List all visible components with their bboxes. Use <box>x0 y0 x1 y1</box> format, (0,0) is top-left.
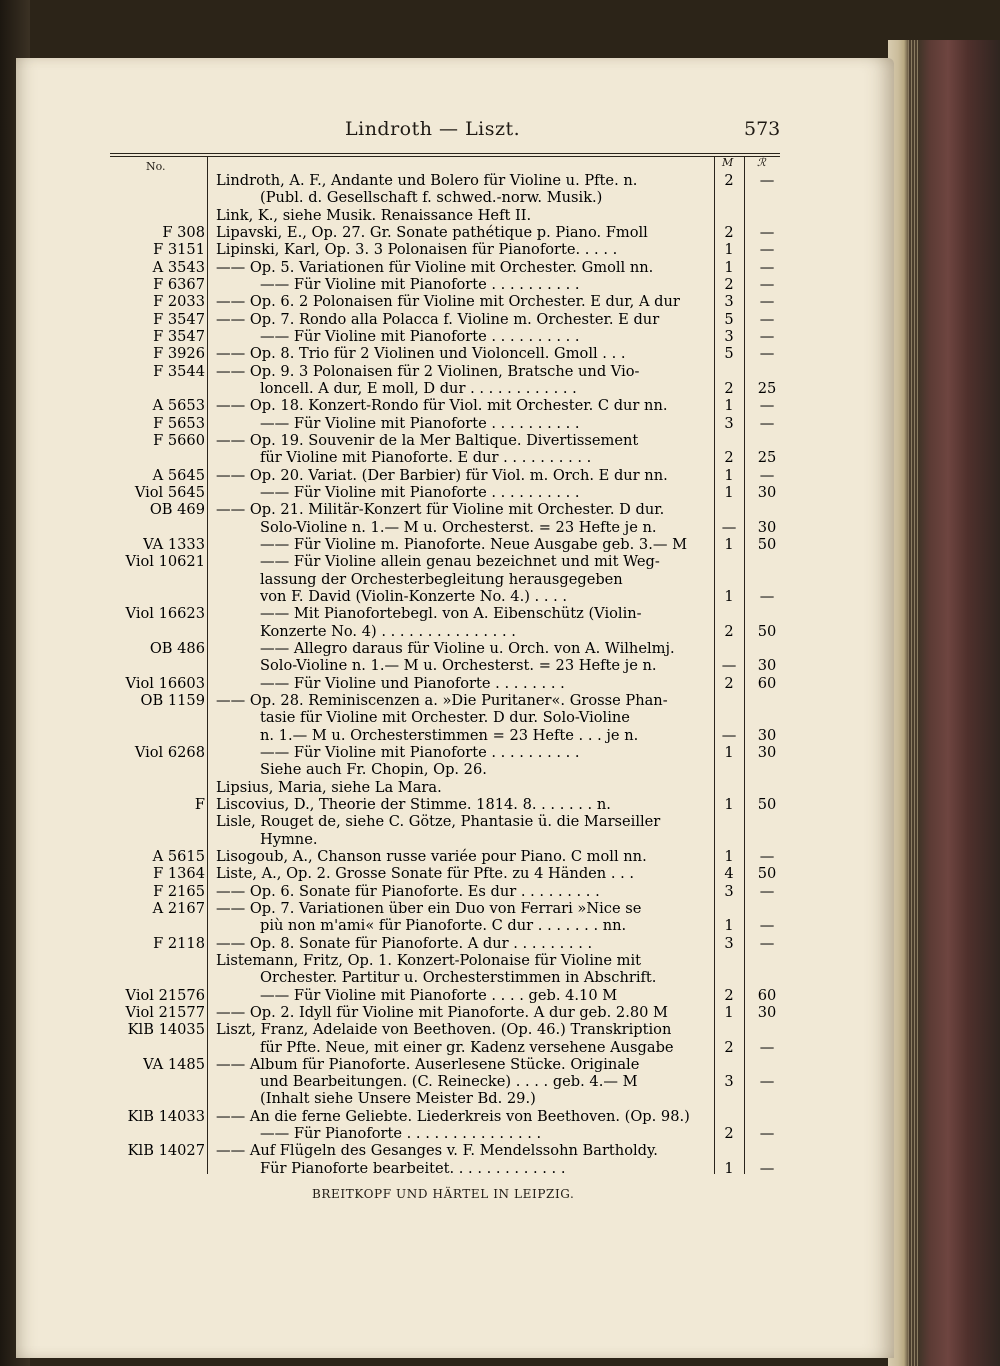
price-pfennig: — <box>759 1125 775 1143</box>
price-mark: 2 <box>724 986 734 1004</box>
catalog-number: Viol 10621 <box>125 553 205 571</box>
catalog-row <box>0 640 880 657</box>
price-mark: 4 <box>724 865 734 883</box>
catalog-number: F <box>194 795 205 813</box>
catalog-row <box>0 1021 880 1038</box>
entry-text: —— Op. 18. Konzert-Rondo für Viol. mit Orchester. C dur nn. <box>216 397 668 415</box>
publisher-footer: BREITKOPF UND HÄRTEL IN LEIPZIG. <box>312 1187 575 1201</box>
catalog-number: F 6367 <box>153 275 205 293</box>
price-pfennig: — <box>759 345 775 363</box>
catalog-number: VA 1485 <box>143 1055 205 1073</box>
catalog-row <box>0 831 880 848</box>
price-mark: 2 <box>724 223 734 241</box>
entry-text: —— Auf Flügeln des Gesanges v. F. Mendelssohn Bartholdy. <box>216 1142 658 1160</box>
price-mark: 2 <box>724 1038 734 1056</box>
entry-text: tasie für Violine mit Orchester. D dur. Solo-Violine <box>260 709 630 727</box>
catalog-row <box>0 241 880 258</box>
price-pfennig: — <box>759 258 775 276</box>
catalog-row <box>0 397 880 414</box>
catalog-row <box>0 813 880 830</box>
entry-text: Siehe auch Fr. Chopin, Op. 26. <box>260 761 487 779</box>
catalog-number: Viol 21576 <box>125 986 205 1004</box>
entry-text: —— Op. 28. Reminiscenzen a. »Die Puritaner«. Grosse Phan- <box>216 691 668 709</box>
entry-text: Lisogoub, A., Chanson russe variée pour Piano. C moll nn. <box>216 847 647 865</box>
catalog-row <box>0 675 880 692</box>
price-mark: 3 <box>724 293 734 311</box>
entry-text: —— Für Violine und Pianoforte . . . . . . . . <box>260 674 565 692</box>
catalog-row <box>0 467 880 484</box>
price-mark: 3 <box>724 327 734 345</box>
catalog-number: KlB 14035 <box>127 1021 205 1039</box>
entry-text: —— Op. 19. Souvenir de la Mer Baltique. Divertissement <box>216 431 639 449</box>
catalog-row <box>0 519 880 536</box>
price-mark: 5 <box>724 310 734 328</box>
entry-text: Liszt, Franz, Adelaide von Beethoven. (Op. 46.) Transkription <box>216 1021 672 1039</box>
price-pfennig: — <box>759 241 775 259</box>
catalog-row <box>0 1004 880 1021</box>
entry-text: più non m'ami« für Pianoforte. C dur . . . . . . . nn. <box>260 917 627 935</box>
catalog-number: Viol 21577 <box>125 1003 205 1021</box>
catalog-row <box>0 276 880 293</box>
catalog-row <box>0 744 880 761</box>
price-pfennig: 25 <box>757 449 777 467</box>
catalog-row <box>0 935 880 952</box>
catalog-number: F 3926 <box>153 345 205 363</box>
price-mark: 3 <box>724 414 734 432</box>
catalog-row <box>0 1142 880 1159</box>
catalog-row <box>0 692 880 709</box>
price-pfennig: 30 <box>757 483 777 501</box>
entry-text: —— Für Violine allein genau bezeichnet und mit Weg- <box>260 553 660 571</box>
catalog-row <box>0 796 880 813</box>
price-pfennig: — <box>759 275 775 293</box>
catalog-row <box>0 761 880 778</box>
catalog-number: F 2118 <box>153 934 205 952</box>
catalog-row <box>0 328 880 345</box>
entry-text: n. 1.— M u. Orchesterstimmen = 23 Hefte . . . je n. <box>260 726 639 744</box>
entry-text: lassung der Orchesterbegleitung herausgegeben <box>260 570 623 588</box>
entry-text: Liste, A., Op. 2. Grosse Sonate für Pfte. zu 4 Händen . . . <box>216 865 635 883</box>
price-mark: 1 <box>724 483 734 501</box>
catalog-row <box>0 1056 880 1073</box>
catalog-number: Viol 16603 <box>125 674 205 692</box>
catalog-row <box>0 415 880 432</box>
price-pfennig: 60 <box>757 986 777 1004</box>
catalog-number: Viol 5645 <box>134 483 205 501</box>
entry-text: loncell. A dur, E moll, D dur . . . . . . . . . . . . <box>260 379 577 397</box>
catalog-row <box>0 571 880 588</box>
entry-text: —— Op. 20. Variat. (Der Barbier) für Viol. m. Orch. E dur nn. <box>216 466 668 484</box>
catalog-row <box>0 779 880 796</box>
price-mark: 1 <box>724 917 734 935</box>
catalog-row <box>0 432 880 449</box>
entry-text: —— Für Violine mit Pianoforte . . . . . . . . . . <box>260 483 580 501</box>
entry-text: Lipavski, E., Op. 27. Gr. Sonate pathétique p. Piano. Fmoll <box>216 223 648 241</box>
entry-text: —— Op. 6. Sonate für Pianoforte. Es dur . . . . . . . . . <box>216 882 600 900</box>
column-header-number: No. <box>146 160 166 173</box>
entry-text: —— An die ferne Geliebte. Liederkreis von Beethoven. (Op. 98.) <box>216 1107 690 1125</box>
catalog-row <box>0 1125 880 1142</box>
running-head: Lindroth — Liszt. <box>345 118 521 140</box>
entry-text: Liscovius, D., Theorie der Stimme. 1814. 8. . . . . . . n. <box>216 795 611 813</box>
catalog-number: F 1364 <box>153 865 205 883</box>
price-mark: 1 <box>724 535 734 553</box>
catalog-number: A 5615 <box>152 847 205 865</box>
price-pfennig: 60 <box>757 674 777 692</box>
catalog-row <box>0 1160 880 1177</box>
catalog-number: F 308 <box>162 223 205 241</box>
catalog-row <box>0 1073 880 1090</box>
price-pfennig: 50 <box>757 865 777 883</box>
catalog-number: KlB 14033 <box>127 1107 205 1125</box>
catalog-row <box>0 657 880 674</box>
entry-text: Solo-Violine n. 1.— M u. Orchesterst. = 23 Hefte je n. <box>260 657 657 675</box>
price-pfennig: 50 <box>757 795 777 813</box>
entry-text: von F. David (Violin-Konzerte No. 4.) . . . . <box>260 587 568 605</box>
catalog-row <box>0 345 880 362</box>
entry-text: Solo-Violine n. 1.— M u. Orchesterst. = 23 Hefte je n. <box>260 518 657 536</box>
page-number: 573 <box>744 118 781 140</box>
entry-text: —— Op. 9. 3 Polonaisen für 2 Violinen, Bratsche und Vio- <box>216 362 640 380</box>
price-mark: 3 <box>724 934 734 952</box>
entry-text: Orchester. Partitur u. Orchesterstimmen in Abschrift. <box>260 969 657 987</box>
entry-text: —— Für Violine mit Pianoforte . . . . geb. 4.10 M <box>260 986 618 1004</box>
catalog-row <box>0 207 880 224</box>
entry-text: Lipinski, Karl, Op. 3. 3 Polonaisen für Pianoforte. . . . . <box>216 241 618 259</box>
entry-text: Konzerte No. 4) . . . . . . . . . . . . . . . <box>260 622 516 640</box>
entry-text: Hymne. <box>260 830 318 848</box>
catalog-row <box>0 259 880 276</box>
price-mark: 5 <box>724 345 734 363</box>
price-mark: 3 <box>724 1073 734 1091</box>
price-mark: — <box>721 518 737 536</box>
catalog-number: KlB 14027 <box>127 1142 205 1160</box>
catalog-number: Viol 16623 <box>125 605 205 623</box>
entry-text: Für Pianoforte bearbeitet. . . . . . . . . . . . . <box>260 1159 566 1177</box>
entry-text: —— Op. 21. Militär-Konzert für Violine mit Orchester. D dur. <box>216 501 665 519</box>
catalog-number: VA 1333 <box>143 535 205 553</box>
price-pfennig: — <box>759 414 775 432</box>
price-mark: 1 <box>724 847 734 865</box>
price-pfennig: — <box>759 310 775 328</box>
price-pfennig: 30 <box>757 726 777 744</box>
catalog-row <box>0 536 880 553</box>
catalog-row <box>0 848 880 865</box>
entry-text: Lisle, Rouget de, siehe C. Götze, Phantasie ü. die Marseiller <box>216 813 661 831</box>
price-mark: 1 <box>724 258 734 276</box>
entry-text: —— Op. 8. Sonate für Pianoforte. A dur . . . . . . . . . <box>216 934 593 952</box>
catalog-row <box>0 969 880 986</box>
entry-text: (Publ. d. Gesellschaft f. schwed.-norw. Musik.) <box>260 189 603 207</box>
catalog-number: F 3547 <box>153 327 205 345</box>
price-mark: 1 <box>724 1159 734 1177</box>
price-mark: 2 <box>724 449 734 467</box>
catalog-row <box>0 553 880 570</box>
entry-text: für Pfte. Neue, mit einer gr. Kadenz versehene Ausgabe <box>260 1038 674 1056</box>
catalog-number: F 2165 <box>153 882 205 900</box>
price-mark: 1 <box>724 241 734 259</box>
catalog-row <box>0 1108 880 1125</box>
price-pfennig: — <box>759 917 775 935</box>
price-pfennig: — <box>759 1073 775 1091</box>
price-mark: 2 <box>724 275 734 293</box>
price-pfennig: 30 <box>757 657 777 675</box>
catalog-row <box>0 501 880 518</box>
catalog-number: OB 1159 <box>140 691 205 709</box>
entry-text: —— Op. 7. Variationen über ein Duo von Ferrari »Nice se <box>216 899 642 917</box>
entry-text: —— Mit Pianofortebegl. von A. Eibenschütz (Violin- <box>260 605 642 623</box>
catalog-row <box>0 865 880 882</box>
catalog-row <box>0 293 880 310</box>
catalog-row <box>0 449 880 466</box>
price-pfennig: — <box>759 1159 775 1177</box>
price-pfennig: — <box>759 397 775 415</box>
entry-text: —— Op. 7. Rondo alla Polacca f. Violine m. Orchester. E dur <box>216 310 660 328</box>
entry-text: —— Für Violine mit Pianoforte . . . . . . . . . . <box>260 414 580 432</box>
price-mark: 1 <box>724 795 734 813</box>
price-mark: 2 <box>724 674 734 692</box>
catalog-row <box>0 484 880 501</box>
price-pfennig: — <box>759 223 775 241</box>
price-pfennig: 25 <box>757 379 777 397</box>
catalog-number: OB 469 <box>149 501 205 519</box>
catalog-number: A 3543 <box>152 258 205 276</box>
entry-text: —— Für Violine mit Pianoforte . . . . . . . . . . <box>260 327 580 345</box>
price-mark: 2 <box>724 622 734 640</box>
catalog-row <box>0 172 880 189</box>
price-pfennig: 30 <box>757 518 777 536</box>
catalog-number: F 3151 <box>153 241 205 259</box>
price-pfennig: 50 <box>757 535 777 553</box>
entry-text: —— Allegro daraus für Violine u. Orch. von A. Wilhelmj. <box>260 639 675 657</box>
price-pfennig: 30 <box>757 743 777 761</box>
catalog-number: F 3547 <box>153 310 205 328</box>
price-mark: 2 <box>724 1125 734 1143</box>
catalog-number: F 5653 <box>153 414 205 432</box>
catalog-number: F 3544 <box>153 362 205 380</box>
entry-text: —— Für Violine m. Pianoforte. Neue Ausgabe geb. 3.— M <box>260 535 688 553</box>
catalog-row <box>0 709 880 726</box>
catalog-row <box>0 189 880 206</box>
catalog-row <box>0 363 880 380</box>
catalog-number: Viol 6268 <box>134 743 205 761</box>
price-pfennig: — <box>759 293 775 311</box>
catalog-row <box>0 605 880 622</box>
catalog-row <box>0 224 880 241</box>
entry-text: —— Op. 6. 2 Polonaisen für Violine mit Orchester. E dur, A dur <box>216 293 680 311</box>
catalog-number: OB 486 <box>149 639 205 657</box>
price-mark: 1 <box>724 1003 734 1021</box>
catalog-row <box>0 1039 880 1056</box>
catalog-number: F 2033 <box>153 293 205 311</box>
column-header-pfennig: ℛ <box>757 156 766 169</box>
catalog-row <box>0 987 880 1004</box>
price-pfennig: — <box>759 882 775 900</box>
entry-text: —— Album für Pianoforte. Auserlesene Stücke. Originale <box>216 1055 640 1073</box>
price-pfennig: — <box>759 327 775 345</box>
catalog-row <box>0 900 880 917</box>
price-mark: 1 <box>724 466 734 484</box>
price-pfennig: — <box>759 1038 775 1056</box>
catalog-row <box>0 1090 880 1107</box>
catalog-number: A 5653 <box>152 397 205 415</box>
entry-text: Listemann, Fritz, Op. 1. Konzert-Polonaise für Violine mit <box>216 951 642 969</box>
catalog-number: A 5645 <box>152 466 205 484</box>
price-mark: — <box>721 657 737 675</box>
entry-text: Lipsius, Maria, siehe La Mara. <box>216 778 442 796</box>
entry-text: für Violine mit Pianoforte. E dur . . . . . . . . . . <box>260 449 592 467</box>
catalog-row <box>0 883 880 900</box>
entry-text: —— Op. 2. Idyll für Violine mit Pianoforte. A dur geb. 2.80 M <box>216 1003 668 1021</box>
catalog-row <box>0 917 880 934</box>
column-header-mark: M <box>722 156 734 169</box>
entry-text: Lindroth, A. F., Andante und Bolero für Violine u. Pfte. n. <box>216 172 638 189</box>
price-pfennig: 30 <box>757 1003 777 1021</box>
price-mark: 1 <box>724 743 734 761</box>
catalog-row <box>0 380 880 397</box>
price-pfennig: — <box>759 466 775 484</box>
price-pfennig: 50 <box>757 622 777 640</box>
entry-text: —— Op. 8. Trio für 2 Violinen und Violoncell. Gmoll . . . <box>216 345 626 363</box>
entry-text: —— Op. 5. Variationen für Violine mit Orchester. Gmoll nn. <box>216 258 654 276</box>
catalog-number: A 2167 <box>152 899 205 917</box>
catalog-row <box>0 588 880 605</box>
catalog-row <box>0 727 880 744</box>
entry-text: —— Für Violine mit Pianoforte . . . . . . . . . . <box>260 743 580 761</box>
catalog-row <box>0 623 880 640</box>
price-mark: 3 <box>724 882 734 900</box>
catalog-row <box>0 311 880 328</box>
price-pfennig: — <box>759 172 775 189</box>
price-mark: — <box>721 726 737 744</box>
entry-text: und Bearbeitungen. (C. Reinecke) . . . . geb. 4.— M <box>260 1073 638 1091</box>
price-pfennig: — <box>759 934 775 952</box>
entry-text: —— Für Violine mit Pianoforte . . . . . . . . . . <box>260 275 580 293</box>
catalog-row <box>0 952 880 969</box>
price-mark: 1 <box>724 587 734 605</box>
price-pfennig: — <box>759 587 775 605</box>
price-pfennig: — <box>759 847 775 865</box>
entry-text: Link, K., siehe Musik. Renaissance Heft II. <box>216 206 532 224</box>
entry-text: —— Für Pianoforte . . . . . . . . . . . . . . . <box>260 1125 542 1143</box>
price-mark: 1 <box>724 397 734 415</box>
entry-text: (Inhalt siehe Unsere Meister Bd. 29.) <box>260 1090 536 1108</box>
catalog-number: F 5660 <box>153 431 205 449</box>
price-mark: 2 <box>724 379 734 397</box>
price-mark: 2 <box>724 172 734 189</box>
